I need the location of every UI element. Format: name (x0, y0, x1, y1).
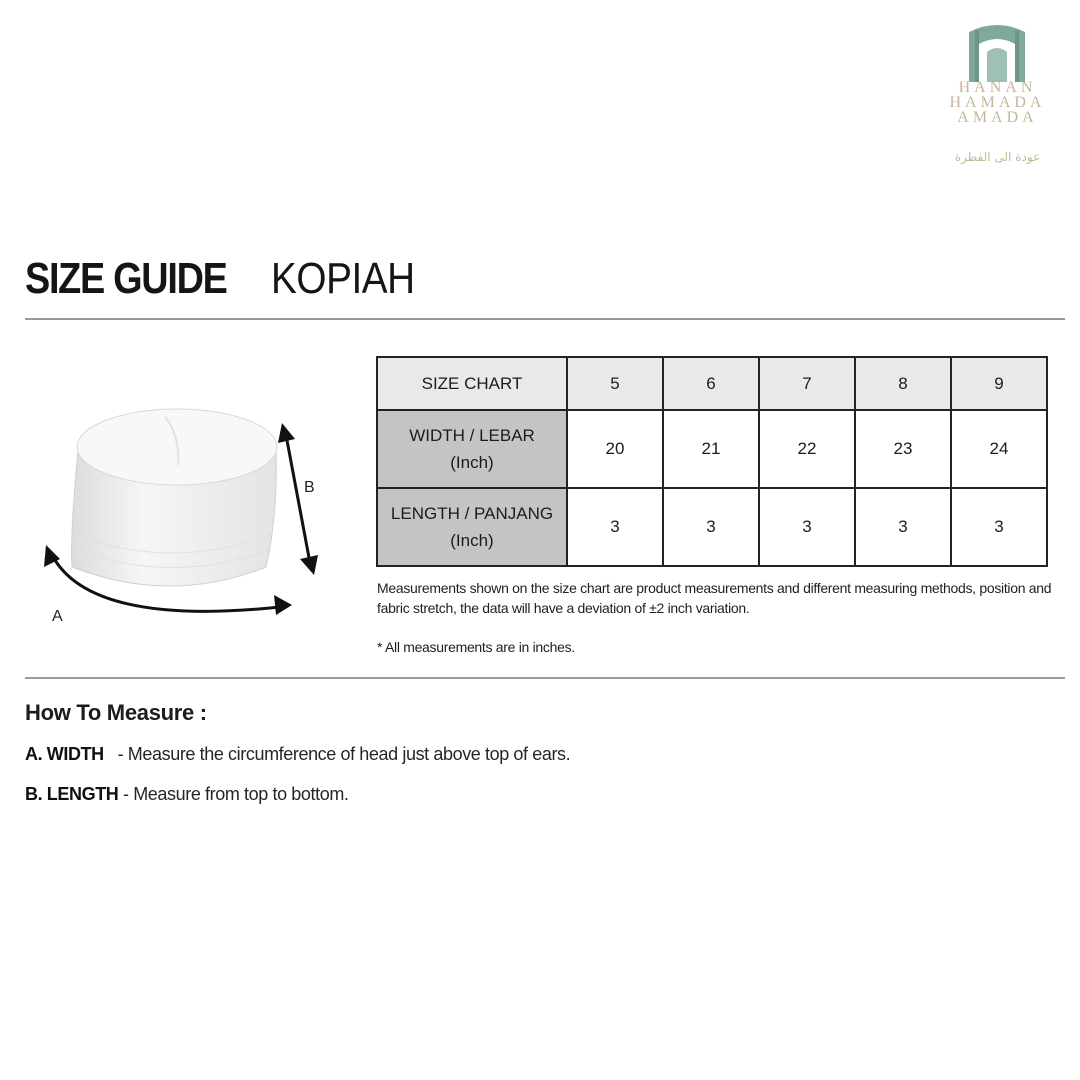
label-a: A (52, 608, 63, 625)
measurement-footnote: * All measurements are in inches. (377, 639, 575, 655)
row-label-unit: (Inch) (450, 531, 494, 550)
bottom-divider (25, 677, 1065, 679)
measurement-note: Measurements shown on the size chart are product measurements and different measuring methods, position and fabric stretch, the data will have a deviation of ±2 inch variation. (377, 580, 1052, 616)
size-chart-table (376, 356, 1048, 567)
table-row (377, 488, 1047, 566)
size-header-cell: 5 (567, 357, 663, 410)
row-label-unit: (Inch) (450, 453, 494, 472)
size-header-cell: 8 (855, 357, 951, 410)
size-header-cell: 9 (951, 357, 1047, 410)
how-to-measure-heading: How To Measure : (25, 700, 207, 725)
table-cell: 3 (663, 488, 759, 566)
page-subtitle: KOPIAH (271, 254, 415, 303)
size-header-cell: 7 (759, 357, 855, 410)
arrow-b-icon (278, 423, 318, 575)
label-b: B (304, 479, 315, 496)
measure-key: B. LENGTH (25, 784, 119, 804)
how-to-measure-item (25, 744, 570, 765)
brand-name-line: AMADA (957, 109, 1038, 126)
table-row (377, 410, 1047, 488)
brand-tagline: عودة الى الفطرة (954, 150, 1041, 164)
table-cell: 21 (663, 410, 759, 488)
table-cell: 23 (855, 410, 951, 488)
table-cell: 20 (567, 410, 663, 488)
size-chart-header: SIZE CHART (377, 357, 567, 410)
brand-name-line: HAMADA (949, 94, 1046, 111)
table-cell: 3 (855, 488, 951, 566)
arch-logo-icon (935, 22, 1060, 82)
table-cell: 22 (759, 410, 855, 488)
brand-logo (935, 22, 1060, 164)
table-cell: 3 (567, 488, 663, 566)
row-label-line: LENGTH / PANJANG (390, 504, 554, 523)
measure-text: - Measure from top to bottom. (123, 784, 349, 804)
kopiah-icon (72, 409, 277, 586)
brand-name (935, 80, 1060, 125)
measure-text: - Measure the circumference of head just above top of ears. (117, 744, 571, 764)
row-label-width (377, 410, 567, 488)
table-cell: 3 (759, 488, 855, 566)
measure-key: A. WIDTH (25, 744, 104, 764)
page-title: SIZE GUIDE (25, 254, 227, 303)
top-divider (25, 318, 1065, 320)
brand-name-line: HANAN (958, 79, 1037, 96)
table-cell: 3 (951, 488, 1047, 566)
size-header-cell: 6 (663, 357, 759, 410)
how-to-measure-item (25, 784, 349, 805)
row-label-length (377, 488, 567, 566)
kopiah-diagram (30, 395, 340, 645)
row-label-line: WIDTH / LEBAR (409, 426, 535, 445)
table-cell: 24 (951, 410, 1047, 488)
table-header-row (377, 357, 1047, 410)
